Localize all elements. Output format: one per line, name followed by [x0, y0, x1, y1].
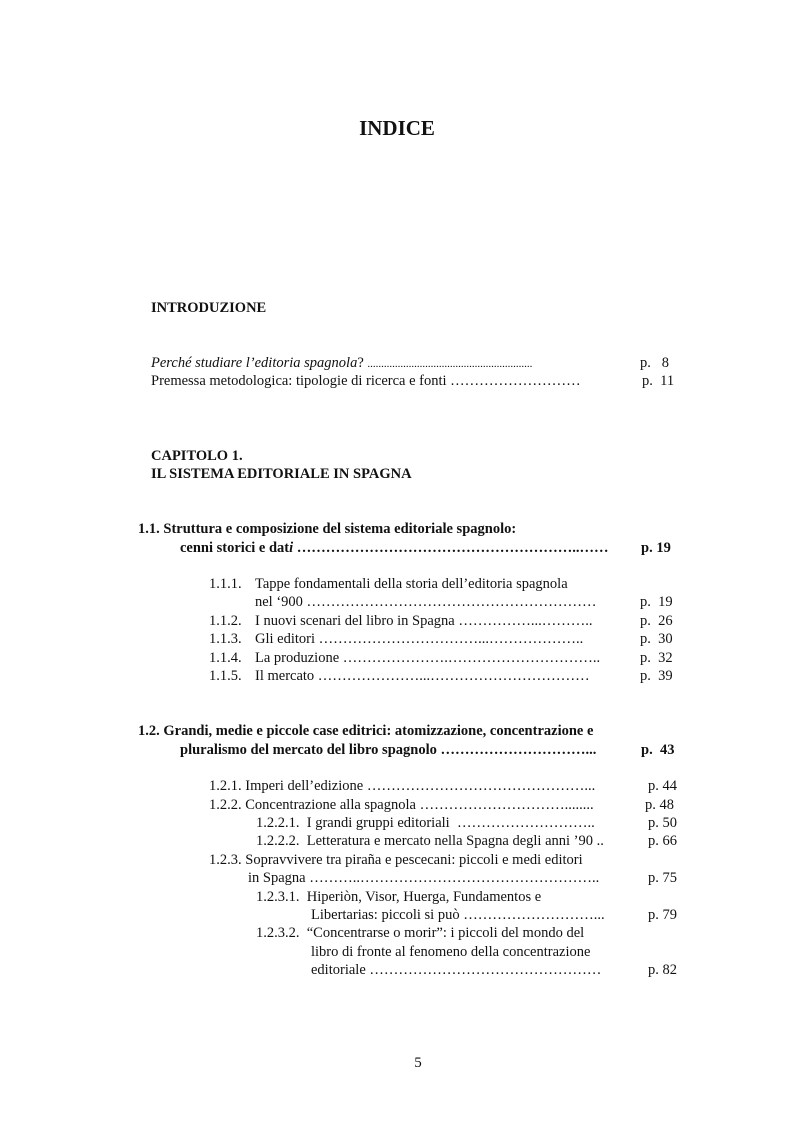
chapter-label: CAPITOLO 1. — [151, 448, 243, 464]
entry-1-2-3-cont[interactable]: in Spagna ………..………………………………………….. — [248, 870, 600, 886]
toc-entry-text: Perché studiare l’editoria spagnola — [151, 355, 358, 371]
section-subheading-text: cenni storici e dat — [180, 540, 290, 556]
toc-page-ref: p. 39 — [640, 668, 673, 684]
toc-page-ref: p. 43 — [641, 742, 675, 758]
page-number: 5 — [414, 1055, 422, 1071]
toc-page-ref: p. 19 — [640, 594, 673, 610]
entry-1-2-3-2[interactable]: 1.2.3.2. “Concentrarse o morir”: i piccoli del mondo del — [256, 925, 585, 941]
section-subheading-italic: i — [289, 540, 294, 556]
subsection-1-1-2[interactable]: I nuovi scenari del libro in Spagna ……………...……….. — [255, 613, 593, 629]
entry-1-2-3[interactable]: 1.2.3. Sopravvivere tra piraña e pescecani: piccoli e medi editori — [209, 852, 583, 868]
subsection-1-1-4[interactable]: La produzione ………………….………………………….. — [255, 650, 601, 666]
section-1-1-heading[interactable]: 1.1. Struttura e composizione del sistema editoriale spagnolo: — [138, 521, 517, 537]
entry-1-2-3-1[interactable]: 1.2.3.1. Hiperiòn, Visor, Huerga, Fundamentos e — [256, 889, 542, 905]
entry-1-2-1[interactable]: 1.2.1. Imperi dell’edizione ………………………………………... — [209, 778, 596, 794]
intro-heading: INTRODUZIONE — [151, 300, 267, 316]
toc-entry-suffix: ? — [357, 355, 368, 371]
subsection-number: 1.1.5. — [209, 668, 242, 684]
subsection-1-1-1-cont[interactable]: nel ‘900 …………………………………………………… — [255, 594, 597, 610]
toc-page-ref: p. 75 — [648, 870, 677, 886]
subsection-1-1-5[interactable]: Il mercato …………………...…………………………… — [255, 668, 590, 684]
section-1-2-subheading[interactable]: pluralismo del mercato del libro spagnolo …………………………... — [180, 742, 597, 758]
toc-entry-intro-2[interactable] — [151, 372, 581, 390]
toc-entry-intro-1[interactable] — [151, 354, 532, 373]
page-title: INDICE — [359, 116, 435, 140]
toc-leader-dots: ............................................................ — [367, 358, 533, 370]
entry-1-2-3-2-cont2[interactable]: editoriale ………………………………………… — [311, 962, 602, 978]
toc-page-ref: p. 30 — [640, 631, 673, 647]
toc-page-ref: p. 66 — [648, 833, 677, 849]
subsection-number: 1.1.4. — [209, 650, 242, 666]
toc-page-ref: p. 44 — [648, 778, 677, 794]
toc-page-ref: p. 82 — [648, 962, 677, 978]
entry-1-2-2-1[interactable]: 1.2.2.1. I grandi gruppi editoriali ……………………….. — [256, 815, 595, 831]
toc-page-ref: p. 32 — [640, 650, 673, 666]
toc-page-ref: p. 8 — [640, 355, 669, 371]
section-1-2-heading[interactable]: 1.2. Grandi, medie e piccole case editrici: atomizzazione, concentrazione e — [138, 723, 594, 739]
entry-1-2-3-2-cont[interactable]: libro di fronte al fenomeno della concentrazione — [311, 944, 591, 960]
toc-leader-dots: …………………………………………………..…… — [293, 540, 609, 556]
subsection-number: 1.1.2. — [209, 613, 242, 629]
subsection-1-1-1[interactable]: Tappe fondamentali della storia dell’editoria spagnola — [255, 576, 568, 592]
toc-page-ref: p. 48 — [645, 797, 674, 813]
toc-page-ref: p. 19 — [641, 540, 671, 556]
entry-1-2-2[interactable]: 1.2.2. Concentrazione alla spagnola …………………………........ — [209, 797, 594, 813]
section-1-1-subheading[interactable] — [180, 539, 609, 557]
chapter-title: IL SISTEMA EDITORIALE IN SPAGNA — [151, 466, 412, 482]
entry-1-2-3-1-cont[interactable]: Libertarias: piccoli si può ………………………... — [311, 907, 605, 923]
toc-page-ref: p. 79 — [648, 907, 677, 923]
toc-page-ref: p. 11 — [642, 373, 675, 389]
toc-page-ref: p. 26 — [640, 613, 673, 629]
toc-entry-text: Premessa metodologica: tipologie di ricerca e fonti — [151, 373, 451, 389]
entry-1-2-2-2[interactable]: 1.2.2.2. Letteratura e mercato nella Spagna degli anni ’90 .. — [256, 833, 604, 849]
subsection-number: 1.1.3. — [209, 631, 242, 647]
toc-page-ref: p. 50 — [648, 815, 677, 831]
subsection-number: 1.1.1. — [209, 576, 242, 592]
subsection-1-1-3[interactable]: Gli editori ……………………………...……………….. — [255, 631, 584, 647]
toc-leader-dots: ……………………… — [450, 373, 581, 389]
